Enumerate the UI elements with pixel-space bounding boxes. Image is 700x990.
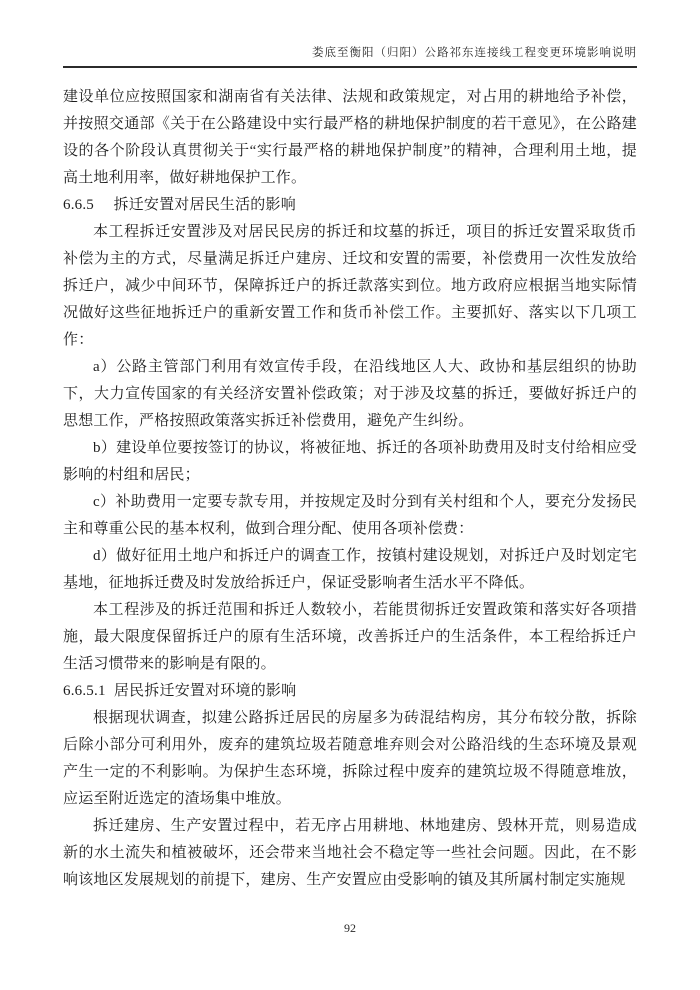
document-body: [63, 84, 637, 894]
page-footer: [0, 921, 700, 936]
paragraph-land-compensation: 建设单位应按照国家和湖南省有关法律、法规和政策规定，对占用的耕地给予补偿，并按照交通部《关于在公路建设中实行最严格的耕地保护制度的若干意见》，在公路建设的各个阶段认真贯彻关于“实行最严格的耕地保护制度”的精神，合理利用土地，提高土地利用率，做好耕地保护工作。: [63, 89, 637, 186]
paragraph-item-b: b）建设单位要按签订的协议，将被征地、拆迁的各项补助费用及时支付给相应受影响的村组和居民；: [63, 440, 637, 483]
page-header: [63, 44, 637, 68]
paragraph-impact-summary: 本工程涉及的拆迁范围和拆迁人数较小，若能贯彻拆迁安置政策和落实好各项措施，最大限度保留拆迁户的原有生活环境，改善拆迁户的生活条件，本工程给拆迁户生活习惯带来的影响是有限的。: [63, 602, 637, 672]
section-title: 居民拆迁安置对环境的影响: [113, 683, 297, 699]
section-heading-665: [63, 192, 637, 219]
paragraph-item-a: a）公路主管部门利用有效宣传手段，在沿线地区人大、政协和基层组织的协助下，大力宣传国家的有关经济安置补偿政策；对于涉及坟墓的拆迁，要做好拆迁户的思想工作，严格按照政策落实拆迁补偿费用，避免产生纠纷。: [63, 359, 637, 429]
section-number: 6.6.5.1: [63, 683, 106, 699]
section-heading-6651: [63, 678, 637, 705]
page-number: 92: [344, 921, 356, 935]
section-title: 拆迁安置对居民生活的影响: [113, 197, 296, 213]
paragraph-demolition-waste: 根据现状调查，拟建公路拆迁居民的房屋多为砖混结构房，其分布较分散，拆除后除小部分可利用外，废弃的建筑垃圾若随意堆弃则会对公路沿线的生态环境及景观产生一定的不利影响。为保护生态环境，拆除过程中废弃的建筑垃圾不得随意堆放，应运至附近选定的渣场集中堆放。: [63, 710, 637, 807]
section-number: 6.6.5: [63, 197, 94, 213]
paragraph-resettlement-landuse: 拆迁建房、生产安置过程中，若无序占用耕地、林地建房、毁林开荒，则易造成新的水土流失和植被破坏，还会带来当地社会不稳定等一些社会问题。因此，在不影响该地区发展规划的前提下，建房、生产安置应由受影响的镇及其所属村制定实施规: [63, 818, 637, 888]
paragraph-item-d: d）做好征用土地户和拆迁户的调查工作，按镇村建设规划，对拆迁户及时划定宅基地，征地拆迁费及时发放给拆迁户，保证受影响者生活水平不降低。: [63, 548, 637, 591]
paragraph-resettlement-policy: 本工程拆迁安置涉及对居民民房的拆迁和坟墓的拆迁，项目的拆迁安置采取货币补偿为主的方式，尽量满足拆迁户建房、迁坟和安置的需要，补偿费用一次性发放给拆迁户，减少中间环节，保障拆迁户的拆迁款落实到位。地方政府应根据当地实际情况做好这些征地拆迁户的重新安置工作和货币补偿工作。主要抓好、落实以下几项工作：: [63, 224, 637, 348]
paragraph-item-c: c）补助费用一定要专款专用，并按规定及时分到有关村组和个人，要充分发扬民主和尊重公民的基本权利，做到合理分配、使用各项补偿费：: [63, 494, 637, 537]
header-title: 娄底至衡阳（归阳）公路祁东连接线工程变更环境影响说明: [312, 47, 637, 59]
